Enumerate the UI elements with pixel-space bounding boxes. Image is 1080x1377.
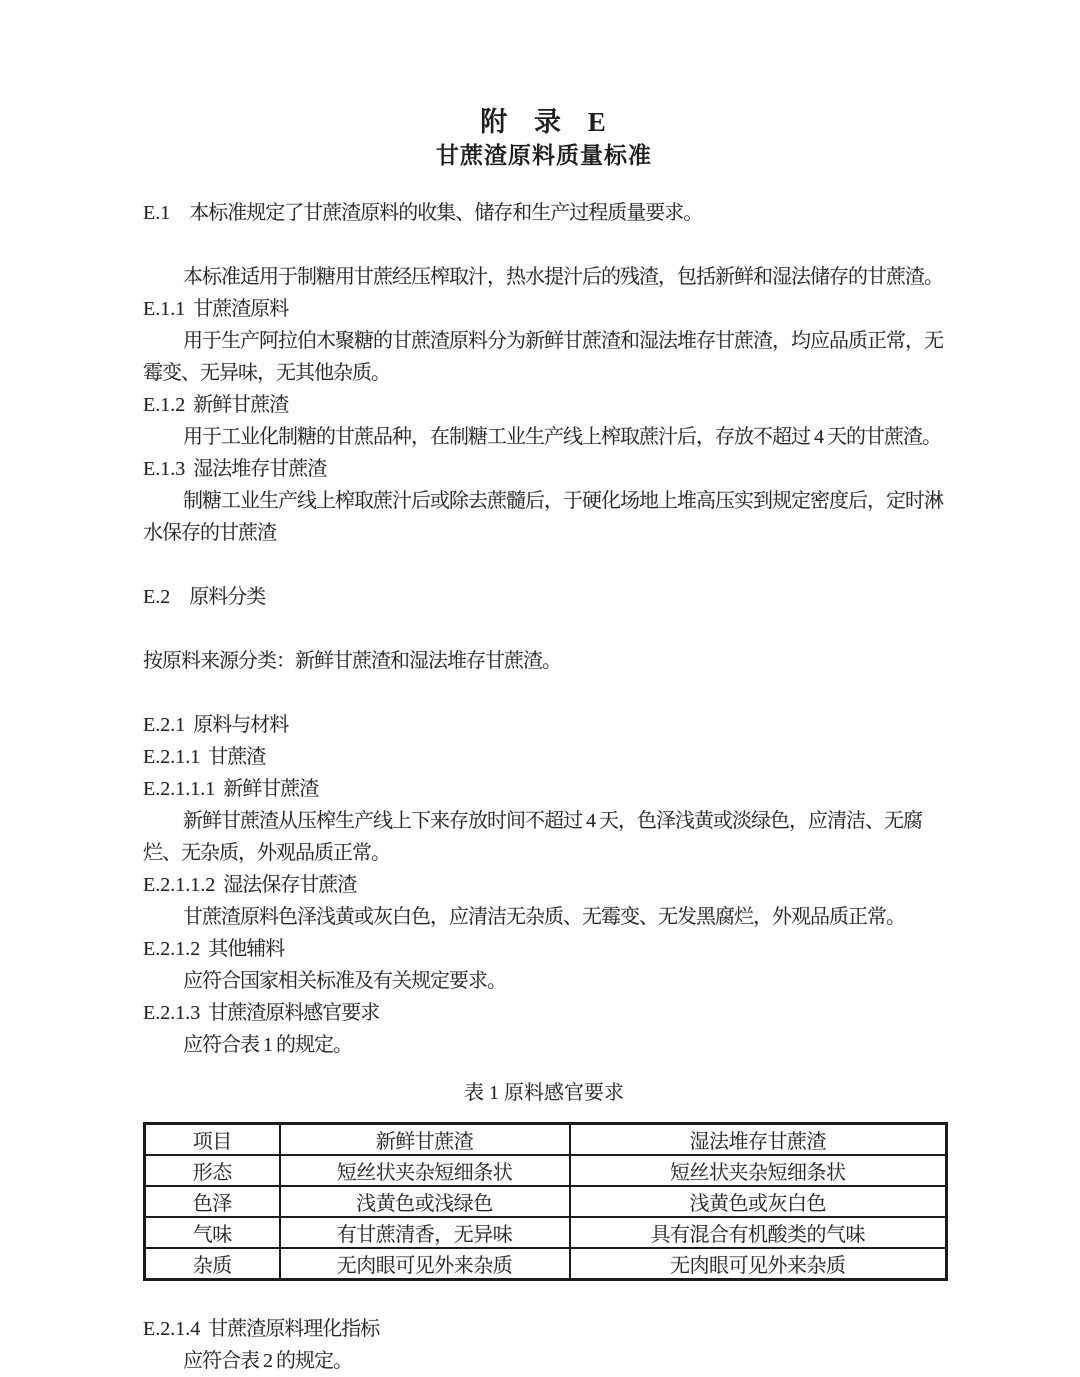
heading-e2-1-1-1-label: E.2.1.1.1 [143, 778, 216, 800]
heading-e1-2-text: 新鲜甘蔗渣 [193, 394, 289, 416]
heading-e2-1-2-text: 其他辅料 [208, 938, 285, 960]
heading-e2-1-4-text: 甘蔗渣原料理化指标 [208, 1318, 380, 1340]
table-cell: 具有混合有机酸类的气味 [570, 1217, 947, 1248]
heading-e2-1-1-2-label: E.2.1.1.2 [143, 874, 216, 896]
heading-e2-1-text: 原料与材料 [193, 714, 289, 736]
heading-e1-2 [143, 389, 945, 421]
paragraph-e2-1-2: 应符合国家相关标准及有关规定要求。 [183, 970, 506, 992]
paragraph-e2-1-1-1-line1: 新鲜甘蔗渣从压榨生产线上下来存放时间不超过 4 天，色泽浅黄或淡绿色，应清洁、无腐 [183, 810, 922, 832]
table-cell: 有甘蔗清香，无异味 [280, 1217, 570, 1248]
heading-e2-1-1 [143, 741, 945, 773]
heading-e2-1-1-1 [143, 773, 945, 805]
heading-e1-3 [143, 453, 945, 485]
table-cell: 浅黄色或灰白色 [570, 1186, 947, 1217]
heading-e2 [143, 581, 945, 613]
heading-e1-1-text: 甘蔗渣原料 [193, 298, 289, 320]
table-row-odor [145, 1217, 947, 1248]
table-header-cell-item: 项目 [145, 1124, 280, 1156]
heading-e2-1-1-1-text: 新鲜甘蔗渣 [223, 778, 319, 800]
heading-e2-1-3 [143, 997, 945, 1029]
table-row-color [145, 1186, 947, 1217]
heading-e2-1-3-label: E.2.1.3 [143, 1002, 201, 1024]
heading-e2-1-3-text: 甘蔗渣原料感官要求 [208, 1002, 380, 1024]
table-header-cell-fresh: 新鲜甘蔗渣 [280, 1124, 570, 1156]
table-cell: 气味 [145, 1217, 280, 1248]
appendix-title: 附 录 E [480, 107, 608, 137]
paragraph-e1-2: 用于工业化制糖的甘蔗品种，在制糖工业生产线上榨取蔗汁后，存放不超过 4 天的甘蔗渣。 [183, 426, 941, 448]
heading-e1 [143, 197, 945, 229]
table-cell: 无肉眼可见外来杂质 [570, 1248, 947, 1280]
paragraph-e2-1-3: 应符合表 1 的规定。 [183, 1034, 352, 1056]
heading-e1-2-label: E.1.2 [143, 394, 186, 416]
table-cell: 浅黄色或浅绿色 [280, 1186, 570, 1217]
heading-e2-1-1-2 [143, 869, 945, 901]
paragraph-e1-3-line1: 制糖工业生产线上榨取蔗汁后或除去蔗髓后，于硬化场地上堆高压实到规定密度后，定时淋 [183, 490, 943, 512]
paragraph-e2-classification: 按原料来源分类：新鲜甘蔗渣和湿法堆存甘蔗渣。 [143, 650, 561, 672]
table-cell: 短丝状夹杂短细条状 [570, 1155, 947, 1186]
heading-e2-label: E.2 [143, 586, 171, 608]
heading-e1-3-text: 湿法堆存甘蔗渣 [193, 458, 327, 480]
paragraph-e1-1-line1: 用于生产阿拉伯木聚糖的甘蔗渣原料分为新鲜甘蔗渣和湿法堆存甘蔗渣，均应品质正常，无 [183, 330, 943, 352]
paragraph-e1-3-line2: 水保存的甘蔗渣 [143, 522, 276, 544]
table1-sensory-requirements [143, 1122, 948, 1281]
heading-e2-1-2 [143, 933, 945, 965]
table-cell: 形态 [145, 1155, 280, 1186]
heading-e2-1-2-label: E.2.1.2 [143, 938, 201, 960]
heading-e1-1-label: E.1.1 [143, 298, 186, 320]
paragraph-e2-1-4: 应符合表 2 的规定。 [183, 1350, 352, 1372]
table-cell: 色泽 [145, 1186, 280, 1217]
table-header-row [145, 1124, 947, 1156]
heading-e2-1-1-label: E.2.1.1 [143, 746, 201, 768]
table-cell: 无肉眼可见外来杂质 [280, 1248, 570, 1280]
table-row-shape [145, 1155, 947, 1186]
table-cell: 短丝状夹杂短细条状 [280, 1155, 570, 1186]
paragraph-scope: 本标准适用于制糖用甘蔗经压榨取汁，热水提汁后的残渣，包括新鲜和湿法储存的甘蔗渣。 [183, 266, 943, 288]
heading-e1-3-label: E.1.3 [143, 458, 186, 480]
appendix-subtitle: 甘蔗渣原料质量标准 [436, 142, 652, 168]
heading-e1-1 [143, 293, 945, 325]
table1-caption: 表 1 原料感官要求 [464, 1082, 624, 1104]
paragraph-e2-1-1-2: 甘蔗渣原料色泽浅黄或灰白色，应清洁无杂质、无霉变、无发黑腐烂，外观品质正常。 [183, 906, 905, 928]
table-cell: 杂质 [145, 1248, 280, 1280]
paragraph-e1-1-line2: 霉变、无异味，无其他杂质。 [143, 362, 390, 384]
heading-e1-label: E.1 [143, 202, 171, 224]
heading-e2-1-4-label: E.2.1.4 [143, 1318, 201, 1340]
table-header-cell-wet: 湿法堆存甘蔗渣 [570, 1124, 947, 1156]
heading-e1-text: 本标准规定了甘蔗渣原料的收集、储存和生产过程质量要求。 [189, 202, 703, 224]
paragraph-e2-1-1-1-line2: 烂、无杂质，外观品质正常。 [143, 842, 390, 864]
heading-e2-1-1-2-text: 湿法保存甘蔗渣 [223, 874, 357, 896]
heading-e2-1-1-text: 甘蔗渣 [208, 746, 266, 768]
table-row-impurity [145, 1248, 947, 1280]
heading-e2-1-label: E.2.1 [143, 714, 186, 736]
heading-e2-1-4 [143, 1313, 945, 1345]
heading-e2-text: 原料分类 [189, 586, 266, 608]
heading-e2-1 [143, 709, 945, 741]
